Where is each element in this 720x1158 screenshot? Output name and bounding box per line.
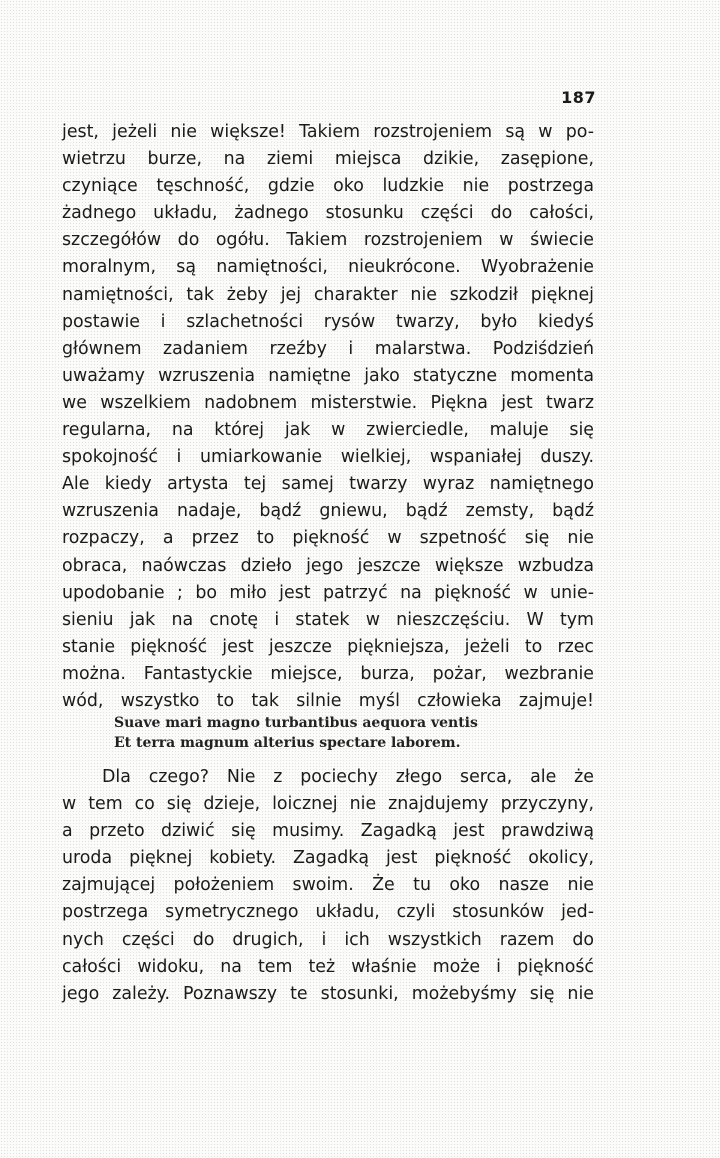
text-line: postawie i szlachetności rysów twarzy, było kiedyś bbox=[62, 311, 594, 332]
text-line: nych części do drugich, i ich wszystkich razem do bbox=[62, 929, 594, 950]
text-line: zajmującej położeniem swoim. Że tu oko nasze nie bbox=[62, 875, 594, 896]
paragraph-1 bbox=[62, 119, 594, 715]
text-line: żadnego układu, żadnego stosunku części do całości, bbox=[62, 203, 594, 224]
text-line: stanie piękność jest jeszcze piękniejsza, jeżeli to rzec bbox=[62, 636, 594, 657]
text-line: postrzega symetrycznego układu, czyli stosunków jed- bbox=[62, 902, 594, 923]
text-line: we wszelkiem nadobnem misterstwie. Piękna jest twarz bbox=[62, 392, 594, 413]
text-line: moralnym, są namiętności, nieukrócone. Wyobrażenie bbox=[62, 257, 594, 278]
text-line: Ale kiedy artysta tej samej twarzy wyraz namiętnego bbox=[62, 474, 594, 495]
text-line: Dla czego? Nie z pociechy złego serca, ale że bbox=[102, 767, 594, 787]
text-line: spokojność i umiarkowanie wielkiej, wspaniałej duszy. bbox=[62, 447, 594, 468]
text-line: regularna, na której jak w zwierciedle, maluje się bbox=[62, 420, 594, 441]
quotation-line: Et terra magnum alterius spectare laborem. bbox=[114, 735, 461, 751]
text-line: namiętności, tak żeby jej charakter nie szkodził pięknej bbox=[62, 284, 594, 305]
page-number: 187 bbox=[561, 88, 596, 107]
text-line: wietrzu burze, na ziemi miejsca dzikie, zasępione, bbox=[62, 149, 594, 170]
text-line: uważamy wzruszenia namiętne jako statyczne momenta bbox=[62, 365, 594, 386]
text-line: uroda pięknej kobiety. Zagadką jest piękność okolicy, bbox=[62, 848, 594, 869]
text-line: jest, jeżeli nie większe! Takiem rozstrojeniem są w po- bbox=[62, 122, 594, 142]
quotation-line: Suave mari magno turbantibus aequora ventis bbox=[114, 715, 478, 731]
text-line: jego zależy. Poznawszy te stosunki, możebyśmy się nie bbox=[62, 983, 594, 1004]
latin-quotation bbox=[114, 713, 478, 753]
text-line: w tem co się dzieje, loicznej nie znajdujemy przyczyny, bbox=[62, 794, 594, 815]
text-line: można. Fantastyckie miejsce, burza, pożar, wezbranie bbox=[62, 663, 594, 684]
text-line: a przeto dziwić się musimy. Zagadką jest prawdziwą bbox=[62, 821, 594, 842]
text-line: obraca, naówczas dzieło jego jeszcze większe wzbudza bbox=[62, 555, 594, 576]
text-line: sieniu jak na cnotę i statek w nieszczęściu. W tym bbox=[62, 609, 594, 630]
text-line: czyniące tęschność, gdzie oko ludzkie nie postrzega bbox=[62, 176, 594, 197]
text-line: wód, wszystko to tak silnie myśl człowieka zajmuje! bbox=[62, 690, 594, 711]
text-line: całości widoku, na tem też właśnie może i piękność bbox=[62, 956, 594, 977]
text-line: upodobanie ; bo miło jest patrzyć na piękność w unie- bbox=[62, 582, 594, 603]
paragraph-2 bbox=[62, 764, 594, 1008]
text-line: głównem zadaniem rzeźby i malarstwa. Podziśdzień bbox=[62, 338, 594, 359]
text-line: wzruszenia nadaje, bądź gniewu, bądź zemsty, bądź bbox=[62, 501, 594, 522]
text-line: szczegółów do ogółu. Takiem rozstrojeniem w świecie bbox=[62, 230, 594, 251]
text-line: rozpaczy, a przez to piękność w szpetność się nie bbox=[62, 528, 594, 549]
